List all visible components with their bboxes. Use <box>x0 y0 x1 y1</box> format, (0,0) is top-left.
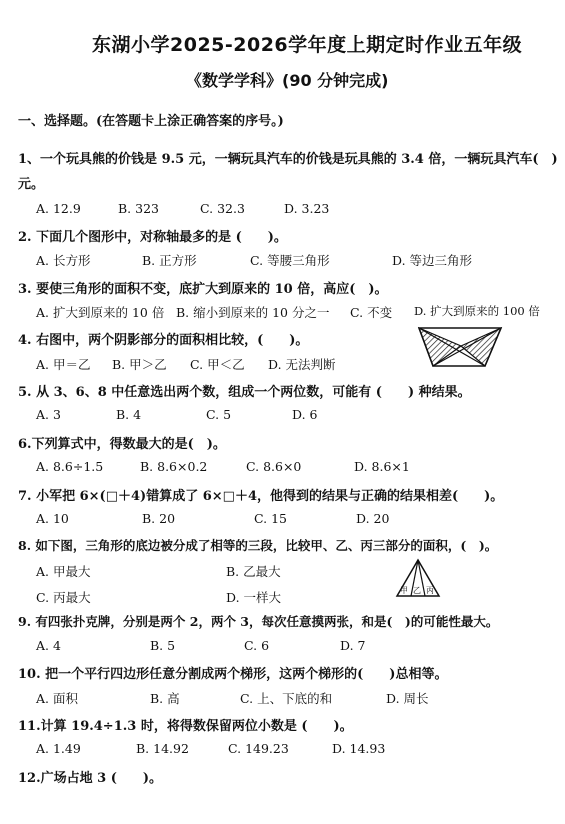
option-a[interactable]: A. 10 <box>36 511 69 526</box>
question-text: 8. 如下图，三角形的底边被分成了相等的三段，比较甲、乙、丙三部分的面积，( )。 <box>18 538 498 553</box>
option-d[interactable]: D. 无法判断 <box>268 357 336 372</box>
option-c[interactable]: C. 甲＜乙 <box>190 357 245 372</box>
option-a[interactable]: A. 甲最大 <box>36 564 91 579</box>
option-c[interactable]: C. 上、下底的和 <box>240 691 333 706</box>
option-c[interactable]: C. 32.3 <box>200 201 245 216</box>
question-text: 5. 从 3、6、8 中任意选出两个数，组成一个两位数，可能有 ( ) 种结果。 <box>18 385 471 400</box>
question-text: 2. 下面几个图形中，对称轴最多的是 ( )。 <box>18 230 287 245</box>
option-b[interactable]: B. 8.6×0.2 <box>140 459 208 474</box>
option-b[interactable]: B. 正方形 <box>142 253 197 268</box>
option-c[interactable]: C. 15 <box>254 511 287 526</box>
option-b[interactable]: B. 323 <box>118 201 159 216</box>
label-bing: 丙 <box>426 586 434 595</box>
option-a[interactable]: A. 面积 <box>36 691 78 706</box>
option-a[interactable]: A. 4 <box>36 638 61 653</box>
exam-title: 东湖小学2025-2026学年度上期定时作业五年级 <box>92 34 523 56</box>
trapezoid-figure <box>415 322 505 370</box>
exam-subtitle: 《数学学科》(90 分钟完成) <box>186 71 389 90</box>
option-a[interactable]: A. 8.6÷1.5 <box>36 459 104 474</box>
question-text: 4. 右图中，两个阴影部分的面积相比较，( )。 <box>18 333 309 348</box>
option-b[interactable]: B. 5 <box>150 638 176 653</box>
option-b[interactable]: B. 20 <box>142 511 176 526</box>
triangle-figure <box>395 558 441 598</box>
option-d[interactable]: D. 一样大 <box>226 590 282 605</box>
option-c[interactable]: C. 5 <box>206 407 232 422</box>
option-b[interactable]: B. 缩小到原来的 10 分之一 <box>176 305 330 320</box>
option-d[interactable]: D. 扩大到原来的 100 倍 <box>414 304 540 318</box>
question-text: 元。 <box>18 177 45 192</box>
question-text: 12.广场占地 3 ( )。 <box>18 771 163 786</box>
option-c[interactable]: C. 不变 <box>350 305 393 320</box>
option-a[interactable]: A. 12.9 <box>36 201 81 216</box>
option-d[interactable]: D. 8.6×1 <box>354 459 410 474</box>
option-b[interactable]: B. 高 <box>150 691 180 706</box>
option-b[interactable]: B. 4 <box>116 407 142 422</box>
option-d[interactable]: D. 14.93 <box>332 741 386 756</box>
question-text: 1、一个玩具熊的价钱是 9.5 元，一辆玩具汽车的价钱是玩具熊的 3.4 倍，一辆玩具汽车( ) <box>18 152 558 167</box>
option-a[interactable]: A. 甲＝乙 <box>36 357 91 372</box>
option-a[interactable]: A. 扩大到原来的 10 倍 <box>36 305 165 320</box>
option-c[interactable]: C. 8.6×0 <box>246 459 302 474</box>
option-d[interactable]: D. 3.23 <box>284 201 330 216</box>
question-text: 3. 要使三角形的面积不变，底扩大到原来的 10 倍，高应( )。 <box>18 282 388 297</box>
option-b[interactable]: B. 乙最大 <box>226 564 281 579</box>
option-c[interactable]: C. 丙最大 <box>36 590 91 605</box>
option-d[interactable]: D. 等边三角形 <box>392 253 473 268</box>
label-jia: 甲 <box>400 586 408 595</box>
option-c[interactable]: C. 149.23 <box>228 741 289 756</box>
option-a[interactable]: A. 3 <box>36 407 61 422</box>
section-heading: 一、选择题。(在答题卡上涂正确答案的序号。) <box>18 114 284 129</box>
option-b[interactable]: B. 14.92 <box>136 741 189 756</box>
question-text: 9. 有四张扑克牌，分别是两个 2，两个 3，每次任意摸两张，和是( )的可能性最大。 <box>18 614 499 629</box>
option-a[interactable]: A. 长方形 <box>36 253 91 268</box>
option-c[interactable]: C. 等腰三角形 <box>250 253 330 268</box>
question-text: 10. 把一个平行四边形任意分割成两个梯形，这两个梯形的( )总相等。 <box>18 667 448 682</box>
label-yi: 乙 <box>413 586 421 595</box>
option-a[interactable]: A. 1.49 <box>36 741 81 756</box>
option-b[interactable]: B. 甲＞乙 <box>112 357 167 372</box>
option-d[interactable]: D. 6 <box>292 407 318 422</box>
option-d[interactable]: D. 周长 <box>386 691 429 706</box>
option-d[interactable]: D. 7 <box>340 638 366 653</box>
option-c[interactable]: C. 6 <box>244 638 270 653</box>
question-text: 7. 小军把 6×(□＋4)错算成了 6×□＋4，他得到的结果与正确的结果相差( )。 <box>18 489 504 504</box>
question-text: 11.计算 19.4÷1.3 时，将得数保留两位小数是 ( )。 <box>18 719 353 734</box>
question-text: 6.下列算式中，得数最大的是( )。 <box>18 437 226 452</box>
option-d[interactable]: D. 20 <box>356 511 390 526</box>
